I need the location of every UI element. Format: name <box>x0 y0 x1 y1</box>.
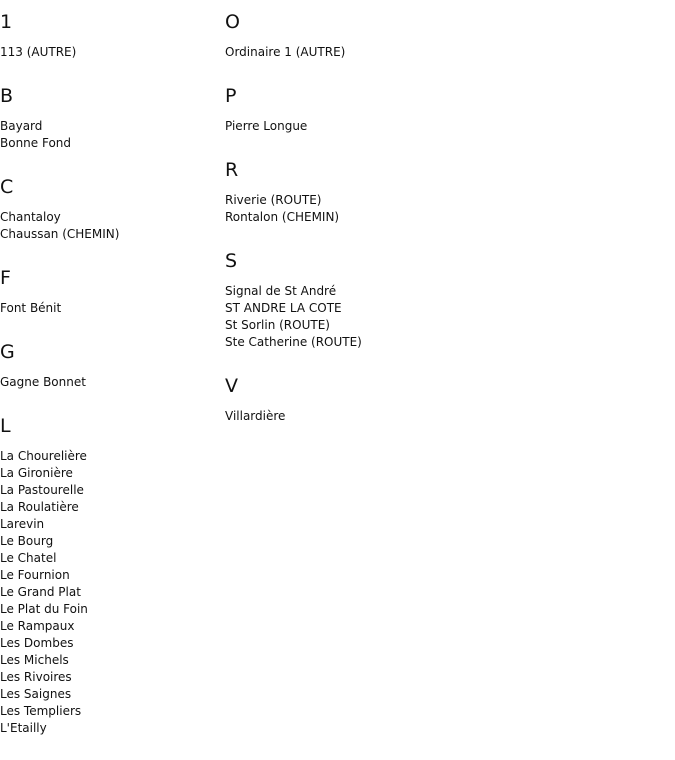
section-letter-heading: B <box>0 85 14 107</box>
place-name-item: Signal de St André <box>225 284 337 298</box>
place-name-item: Le Bourg <box>0 534 54 548</box>
index-section <box>225 249 445 374</box>
place-list <box>225 408 445 425</box>
place-name-item: Bayard <box>0 119 43 133</box>
place-name-item: Le Grand Plat <box>0 585 81 599</box>
section-letter-heading: R <box>225 159 239 181</box>
place-list <box>0 209 220 243</box>
place-name-item: Font Bénit <box>0 301 62 315</box>
place-list <box>225 283 445 351</box>
place-name-item: La Chourelière <box>0 449 87 463</box>
place-name-item: Les Saignes <box>0 687 72 701</box>
place-name-item: Le Chatel <box>0 551 57 565</box>
place-name-item: Ste Catherine (ROUTE) <box>225 335 362 349</box>
section-letter-heading: V <box>225 375 238 397</box>
index-section <box>0 414 220 760</box>
place-list <box>0 448 220 737</box>
place-name-item: ST ANDRE LA COTE <box>225 301 342 315</box>
section-letter-heading: C <box>0 176 14 198</box>
place-name-item: Pierre Longue <box>225 119 308 133</box>
section-letter-heading: 1 <box>0 11 13 33</box>
place-name-item: Les Rivoires <box>0 670 72 684</box>
place-name-item: 113 (AUTRE) <box>0 45 77 59</box>
section-letter-heading: O <box>225 11 240 33</box>
place-name-item: Les Templiers <box>0 704 82 718</box>
place-name-item: Bonne Fond <box>0 136 72 150</box>
index-section <box>0 84 220 175</box>
place-name-item: Larevin <box>0 517 45 531</box>
section-letter-heading: S <box>225 250 238 272</box>
place-name-item: Le Fournion <box>0 568 70 582</box>
place-name-item: Les Dombes <box>0 636 74 650</box>
index-section <box>225 10 445 84</box>
section-letter-heading: F <box>0 267 11 289</box>
place-name-item: Chantaloy <box>0 210 61 224</box>
place-list <box>0 374 220 391</box>
place-name-item: Riverie (ROUTE) <box>225 193 322 207</box>
place-name-item: Villardière <box>225 409 286 423</box>
place-name-item: St Sorlin (ROUTE) <box>225 318 330 332</box>
section-letter-heading: P <box>225 85 237 107</box>
index-section <box>0 175 220 266</box>
place-list <box>0 300 220 317</box>
place-name-item: La Roulatière <box>0 500 79 514</box>
index-section <box>0 10 220 84</box>
place-name-item: Les Michels <box>0 653 69 667</box>
place-list <box>0 118 220 152</box>
place-name-item: L'Etailly <box>0 721 47 735</box>
place-name-item: Rontalon (CHEMIN) <box>225 210 340 224</box>
place-list <box>225 118 445 135</box>
place-list <box>225 192 445 226</box>
place-name-item: Gagne Bonnet <box>0 375 86 389</box>
index-section <box>225 84 445 158</box>
index-section <box>0 340 220 414</box>
place-name-item: La Pastourelle <box>0 483 84 497</box>
section-letter-heading: L <box>0 415 11 437</box>
index-section <box>225 374 445 448</box>
place-list <box>225 44 445 61</box>
place-name-item: La Gironière <box>0 466 73 480</box>
place-name-item: Ordinaire 1 (AUTRE) <box>225 45 346 59</box>
index-column-left <box>0 10 220 760</box>
section-letter-heading: G <box>0 341 15 363</box>
place-name-item: Chaussan (CHEMIN) <box>0 227 120 241</box>
place-list <box>0 44 220 61</box>
index-column-right <box>225 10 445 448</box>
place-name-item: Le Rampaux <box>0 619 75 633</box>
index-section <box>225 158 445 249</box>
index-section <box>0 266 220 340</box>
place-name-item: Le Plat du Foin <box>0 602 88 616</box>
